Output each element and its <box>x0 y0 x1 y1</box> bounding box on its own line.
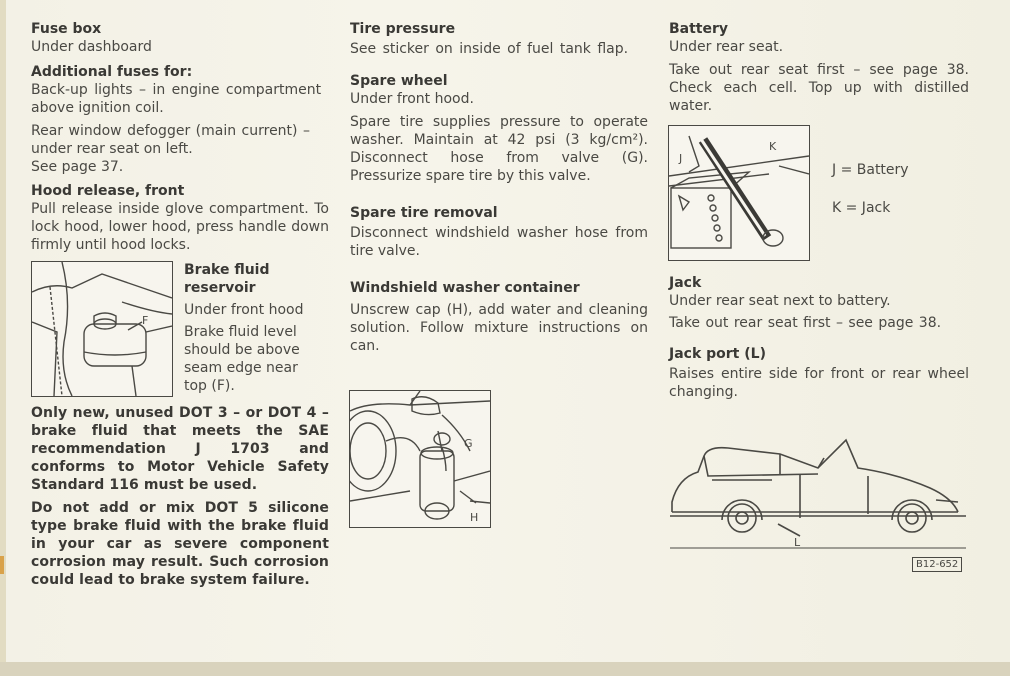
jack-heading: Jack <box>669 275 702 291</box>
additional-fuses-line1: Back-up lights – in engine compartment <box>31 82 322 98</box>
brake-fig-label-f: F <box>142 314 149 327</box>
dot-fluid-warning: Only new, unused DOT 3 – or DOT 4 – brake fluid that meets the SAE recommendation J 1703 and conforms to Motor Vehicle Safety Standard 116 must be used. <box>31 405 329 493</box>
column-right <box>669 20 969 115</box>
battery-location: Under rear seat. <box>669 39 784 55</box>
column-middle <box>350 20 648 355</box>
battery-heading: Battery <box>669 21 729 37</box>
column-left <box>31 20 329 589</box>
brake-fluid-figure <box>31 261 173 397</box>
spare-wheel-location: Under front hood. <box>350 91 474 107</box>
convertible-car-illustration <box>668 428 968 552</box>
legend-j-battery: J = Battery <box>832 162 909 178</box>
defogger-line1: Rear window defogger (main current) – <box>31 123 310 139</box>
spare-wheel-heading: Spare wheel <box>350 73 448 89</box>
battery-text: Take out rear seat first – see page 38. Check each cell. Top up with distilled water. <box>669 62 969 114</box>
battery-fig-label-j: J <box>679 152 683 165</box>
jack-port-text: Raises entire side for front or rear wheel changing. <box>669 366 969 400</box>
battery-figure <box>668 125 810 261</box>
tire-pressure-text: See sticker on inside of fuel tank flap. <box>350 41 629 57</box>
brake-fluid-location: Under front hood <box>184 302 304 318</box>
brake-fluid-section <box>31 261 329 405</box>
washer-text: Unscrew cap (H), add water and cleaning solution. Follow mixture instructions on can. <box>350 302 648 354</box>
hood-release-text: Pull release inside glove compartment. To lock hood, lower hood, press handle down firmly until hood locks. <box>31 201 329 253</box>
hood-release-heading: Hood release, front <box>31 183 185 199</box>
battery-fig-label-k: K <box>769 140 777 153</box>
brake-reservoir-illustration <box>32 262 172 396</box>
brake-fluid-level: Brake fluid level should be above seam edge near top (F). <box>184 324 300 394</box>
spare-removal-text: Disconnect windshield washer hose from tire valve. <box>350 225 648 259</box>
additional-fuses-line2: above ignition coil. <box>31 100 164 116</box>
battery-jack-illustration <box>669 126 809 260</box>
jack-text: Take out rear seat first – see page 38. <box>669 315 942 331</box>
car-fig-label-l: L <box>794 536 801 549</box>
jack-location: Under rear seat next to battery. <box>669 293 891 309</box>
brake-fluid-heading-line2: reservoir <box>184 280 256 296</box>
page-edge-left <box>0 0 6 676</box>
spare-removal-heading: Spare tire removal <box>350 205 498 221</box>
car-figure <box>668 428 968 552</box>
see-page-37: See page 37. <box>31 159 124 175</box>
washer-fig-label-h: H <box>470 511 479 524</box>
jack-port-heading: Jack port (L) <box>669 346 766 362</box>
defogger-line2: under rear seat on left. <box>31 141 193 157</box>
dot5-warning: Do not add or mix DOT 5 silicone type brake fluid with the brake fluid in your car as severe component corrosion may result. Such corrosion could lead to brake system failure. <box>31 500 329 588</box>
fuse-box-heading: Fuse box <box>31 21 102 37</box>
additional-fuses-heading: Additional fuses for: <box>31 64 193 80</box>
legend-k-jack: K = Jack <box>832 200 891 216</box>
brake-fluid-heading-line1: Brake fluid <box>184 262 270 278</box>
jack-section <box>669 274 969 401</box>
figure-code: B12-652 <box>912 557 962 572</box>
fuse-box-text: Under dashboard <box>31 39 152 55</box>
brake-fluid-text-block <box>184 261 324 395</box>
washer-figure <box>349 390 491 528</box>
page-stain <box>0 556 4 574</box>
page-edge-bottom <box>0 662 1010 676</box>
washer-container-illustration <box>350 391 490 527</box>
spare-wheel-text: Spare tire supplies pressure to operate washer. Maintain at 42 psi (3 kg/cm²). Disconnect hose from valve (G). Pressurize spare tire by this valve. <box>350 114 648 184</box>
tire-pressure-heading: Tire pressure <box>350 21 456 37</box>
washer-fig-label-g: G <box>464 437 473 450</box>
washer-heading: Windshield washer container <box>350 280 580 296</box>
